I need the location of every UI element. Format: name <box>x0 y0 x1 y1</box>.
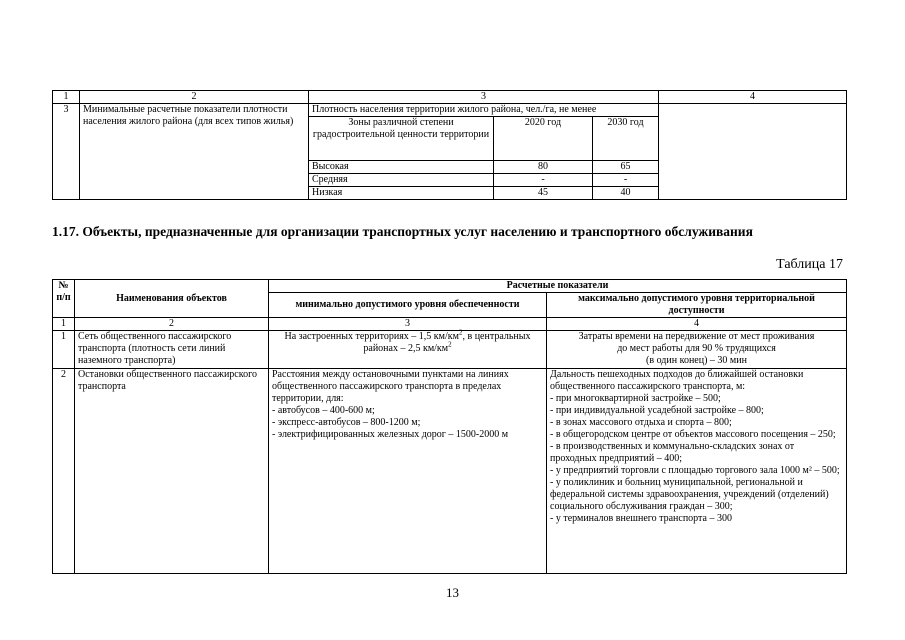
col-num-3: 3 <box>309 91 659 104</box>
zone-name: Низкая <box>309 187 494 200</box>
zone-value-2030: 65 <box>593 161 659 174</box>
header-num: № п/п <box>53 280 75 318</box>
max-line: (в один конец) – 30 мин <box>646 355 747 366</box>
year-2020: 2020 год <box>494 117 593 161</box>
section-heading: 1.17. Объекты, предназначенные для организации транспортных услуг населению и транспортного обслуживания <box>52 224 753 239</box>
header-max: максимально допустимого уровня территориальной доступности <box>547 293 847 318</box>
header-name: Наименования объектов <box>75 280 269 318</box>
min-text-b: , в центральных районах – 2,5 км/км <box>363 331 531 354</box>
density-table <box>52 90 847 200</box>
max-line: Затраты времени на передвижение от мест проживания <box>578 331 815 342</box>
year-2030: 2030 год <box>593 117 659 161</box>
header-calc: Расчетные показатели <box>269 280 847 293</box>
superscript: 2 <box>458 328 463 337</box>
colnum-2: 2 <box>75 318 269 331</box>
max-line: - в общегородском центре от объектов массового посещения – 250; <box>550 429 836 440</box>
max-line: - у терминалов внешнего транспорта – 300 <box>550 513 732 524</box>
zone-name: Средняя <box>309 174 494 187</box>
table-label: Таблица 17 <box>776 257 843 272</box>
min-line: Расстояния между остановочными пунктами на линиях общественного пассажирского транспорта в пределах территории, для: <box>272 369 509 404</box>
col-num-4: 4 <box>659 91 847 104</box>
col-num-1: 1 <box>53 91 80 104</box>
col-num-2: 2 <box>80 91 309 104</box>
max-line: до мест работы для 90 % трудящихся <box>617 343 776 354</box>
min-line: - электрифицированных железных дорог – 1500-2000 м <box>272 429 509 440</box>
min-indicator <box>269 369 547 574</box>
page-number: 13 <box>446 585 459 600</box>
colnum-4: 4 <box>547 318 847 331</box>
max-line: - в производственных и коммунально-складских зонах от проходных предприятий – 400; <box>550 441 795 464</box>
empty-cell <box>659 104 847 200</box>
object-name: Сеть общественного пассажирского транспорта (плотность сети линий наземного транспорта) <box>75 331 269 369</box>
max-line: - при индивидуальной усадебной застройке – 800; <box>550 405 764 416</box>
row-name: Минимальные расчетные показатели плотности населения жилого района (для всех типов жилья) <box>80 104 309 200</box>
min-line: - экспресс-автобусов – 800-1200 м; <box>272 417 421 428</box>
min-text-a: На застроенных территориях – 1,5 км/км <box>284 331 459 342</box>
header-min: минимально допустимого уровня обеспеченности <box>269 293 547 318</box>
row-number: 2 <box>53 369 75 574</box>
density-title: Плотность населения территории жилого района, чел./га, не менее <box>309 104 659 117</box>
superscript: 2 <box>448 340 452 349</box>
max-line: Дальность пешеходных подходов до ближайшей остановки общественного пассажирского транспорта, м: <box>550 369 804 392</box>
zone-header: Зоны различной степени градостроительной ценности территории <box>309 117 494 161</box>
max-line: - у поликлиник и больниц муниципальной, региональной и федеральной системы здравоохранения, учреждений (отделений) социального обслуживания граждан – 300; <box>550 477 829 512</box>
row-number: 3 <box>53 104 80 200</box>
object-name: Остановки общественного пассажирского транспорта <box>75 369 269 574</box>
colnum-3: 3 <box>269 318 547 331</box>
max-line: - при многоквартирной застройке – 500; <box>550 393 721 404</box>
zone-value-2020: - <box>494 174 593 187</box>
colnum-1: 1 <box>53 318 75 331</box>
zone-value-2030: 40 <box>593 187 659 200</box>
row-number: 1 <box>53 331 75 369</box>
min-line: - автобусов – 400-600 м; <box>272 405 375 416</box>
max-indicator <box>547 369 847 574</box>
zone-name: Высокая <box>309 161 494 174</box>
min-indicator <box>269 328 547 369</box>
zone-value-2030: - <box>593 174 659 187</box>
zone-value-2020: 45 <box>494 187 593 200</box>
zone-value-2020: 80 <box>494 161 593 174</box>
max-line: - в зонах массового отдыха и спорта – 800; <box>550 417 732 428</box>
max-indicator <box>547 331 847 369</box>
transport-table <box>52 279 847 574</box>
max-line: - у предприятий торговли с площадью торгового зала 1000 м² – 500; <box>550 465 840 476</box>
